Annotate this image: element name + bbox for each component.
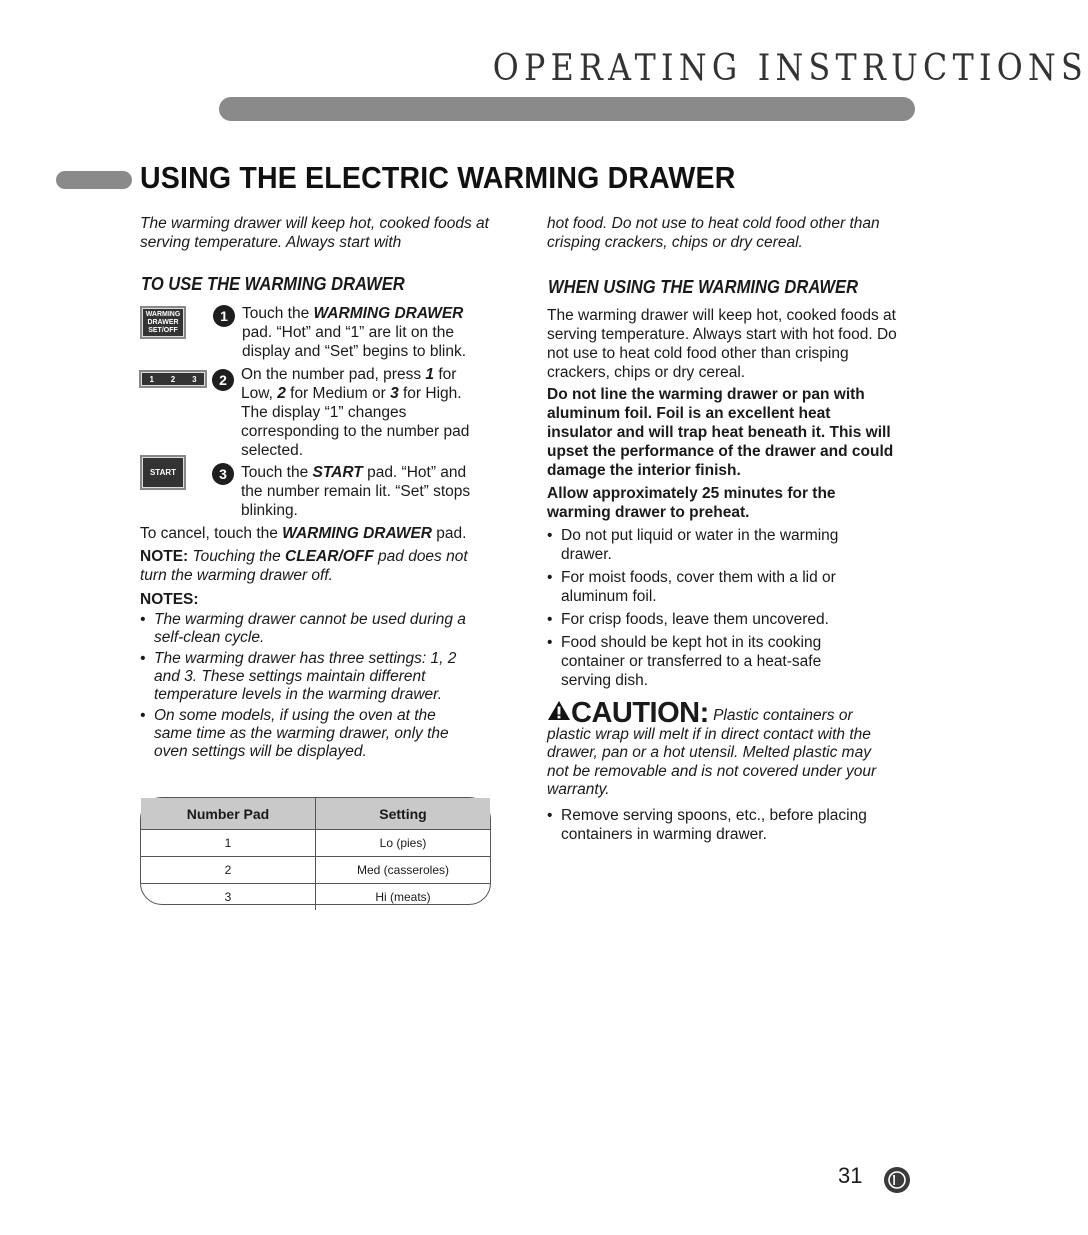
tips-list <box>547 526 877 690</box>
table-header-setting: Setting <box>316 798 491 830</box>
caution-block <box>547 697 892 800</box>
header-bar <box>219 97 915 121</box>
tip-item: • For moist foods, cover them with a lid or aluminum foil. <box>547 568 851 606</box>
cancel-instruction <box>140 524 490 543</box>
caution-label: CAUTION: <box>571 697 709 729</box>
step-text-emphasis: 3 <box>390 385 399 402</box>
step-text-emphasis: 1 <box>425 366 435 383</box>
step-text-part: pad. “Hot” and “1” are lit on the display and “Set” begins to blink. <box>242 324 467 360</box>
step-text-part: for Low, <box>241 366 457 402</box>
step-text-part: Touch the <box>242 305 314 322</box>
tip-item: • Food should be kept hot in its cooking container or transferred to a heat-safe serving dish. <box>547 633 861 690</box>
table-cell: 2 <box>141 857 316 884</box>
cancel-text-part: pad. <box>432 525 467 542</box>
remove-spoons-list <box>547 806 892 844</box>
to-use-heading: TO USE THE WARMING DRAWER <box>141 274 405 294</box>
pad-label-line: WARMING <box>145 311 181 318</box>
step-text-emphasis: START <box>312 464 363 481</box>
table-row <box>141 857 490 884</box>
page-header-title: OPERATING INSTRUCTIONS <box>492 48 1088 89</box>
when-using-heading: WHEN USING THE WARMING DRAWER <box>548 277 859 297</box>
step-1-text <box>242 304 488 361</box>
note-paragraph <box>140 547 490 585</box>
cancel-text-emphasis: WARMING DRAWER <box>282 525 432 542</box>
step-text-part: Touch the <box>241 464 313 481</box>
step-text-emphasis: WARMING DRAWER <box>313 305 464 322</box>
note-item: • On some models, if using the oven at the same time as the warming drawer, only the oven settings will be displayed. <box>140 707 470 761</box>
note-text-part: pad does not turn the warming drawer off. <box>140 548 468 584</box>
step-text-part: On the number pad, press <box>241 366 426 383</box>
intro-right: hot food. Do not use to heat cold food other than crisping crackers, chips or dry cereal. <box>547 215 880 251</box>
pad-label-line: SET/OFF <box>148 327 178 334</box>
tip-item: • Do not put liquid or water in the warming drawer. <box>547 526 841 564</box>
step-text-part: for High. The display “1” changes corresponding to the number pad selected. <box>241 385 470 459</box>
page-number: 31 <box>838 1163 863 1188</box>
step-1-number: 1 <box>213 305 235 327</box>
warning-triangle-icon <box>547 700 571 721</box>
preheat-note: Allow approximately 25 minutes for the warming drawer to preheat. <box>547 485 836 521</box>
tip-item: • Remove serving spoons, etc., before placing containers in warming drawer. <box>547 806 892 844</box>
caution-text: Plastic containers or plastic wrap will melt if in direct contact with the drawer, pan or a hot utensil. Melted plastic may not be removable and is not covered under your warranty. <box>547 707 877 799</box>
pad-number-1: 1 <box>149 374 154 384</box>
lg-logo-icon <box>884 1167 910 1193</box>
pad-label-line: DRAWER <box>147 319 179 326</box>
table-cell: 3 <box>141 884 316 911</box>
step-3-text <box>241 463 491 520</box>
notes-list <box>140 611 470 761</box>
start-pad-icon: START <box>140 455 186 490</box>
when-using-para-1: The warming drawer will keep hot, cooked foods at serving temperature. Always start with hot food. Do not use to heat cold food other than crisping crackers, chips or dry cereal. <box>547 307 897 381</box>
table-cell: 1 <box>141 830 316 857</box>
table-header-number-pad: Number Pad <box>141 798 316 830</box>
note-item: • The warming drawer has three settings: 1, 2 and 3. These settings maintain different temperature levels in the warming drawer. <box>140 650 470 704</box>
table-row <box>141 884 490 911</box>
table-cell: Med (casseroles) <box>316 857 491 884</box>
section-marker-bar <box>56 171 132 189</box>
when-using-warning: Do not line the warming drawer or pan with aluminum foil. Foil is an excellent heat insulator and will trap heat beneath it. This will upset the performance of the drawer and could damage the interior finish. <box>547 386 894 479</box>
tip-item: • For crisp foods, leave them uncovered. <box>547 610 877 629</box>
pad-number-3: 3 <box>192 374 197 384</box>
table-cell: Hi (meats) <box>316 884 491 911</box>
lg-logo-mark <box>884 1167 910 1193</box>
step-text-part: for Medium or <box>285 385 391 402</box>
note-text-part: Touching the <box>188 548 286 565</box>
notes-heading: NOTES: <box>140 591 199 608</box>
step-text-part: pad. “Hot” and the number remain lit. “Set” stops blinking. <box>241 464 471 519</box>
settings-table <box>140 797 491 905</box>
number-pad-icon <box>139 370 207 388</box>
pad-number-2: 2 <box>170 374 176 384</box>
table-cell: Lo (pies) <box>379 836 427 850</box>
section-title: USING THE ELECTRIC WARMING DRAWER <box>140 160 736 195</box>
note-text-emphasis: CLEAR/OFF <box>285 548 374 565</box>
intro-left: The warming drawer will keep hot, cooked foods at serving temperature. Always start with <box>140 215 489 251</box>
warming-drawer-pad-icon <box>140 306 186 339</box>
table-row <box>141 830 490 857</box>
step-2-number: 2 <box>212 369 234 391</box>
step-3-number: 3 <box>212 463 234 485</box>
note-item: • The warming drawer cannot be used during a self-clean cycle. <box>140 611 470 647</box>
step-2-text <box>241 365 487 460</box>
step-text-emphasis: 2 <box>277 385 286 402</box>
note-label: NOTE: <box>140 548 189 565</box>
cancel-text-part: To cancel, touch the <box>140 525 283 542</box>
